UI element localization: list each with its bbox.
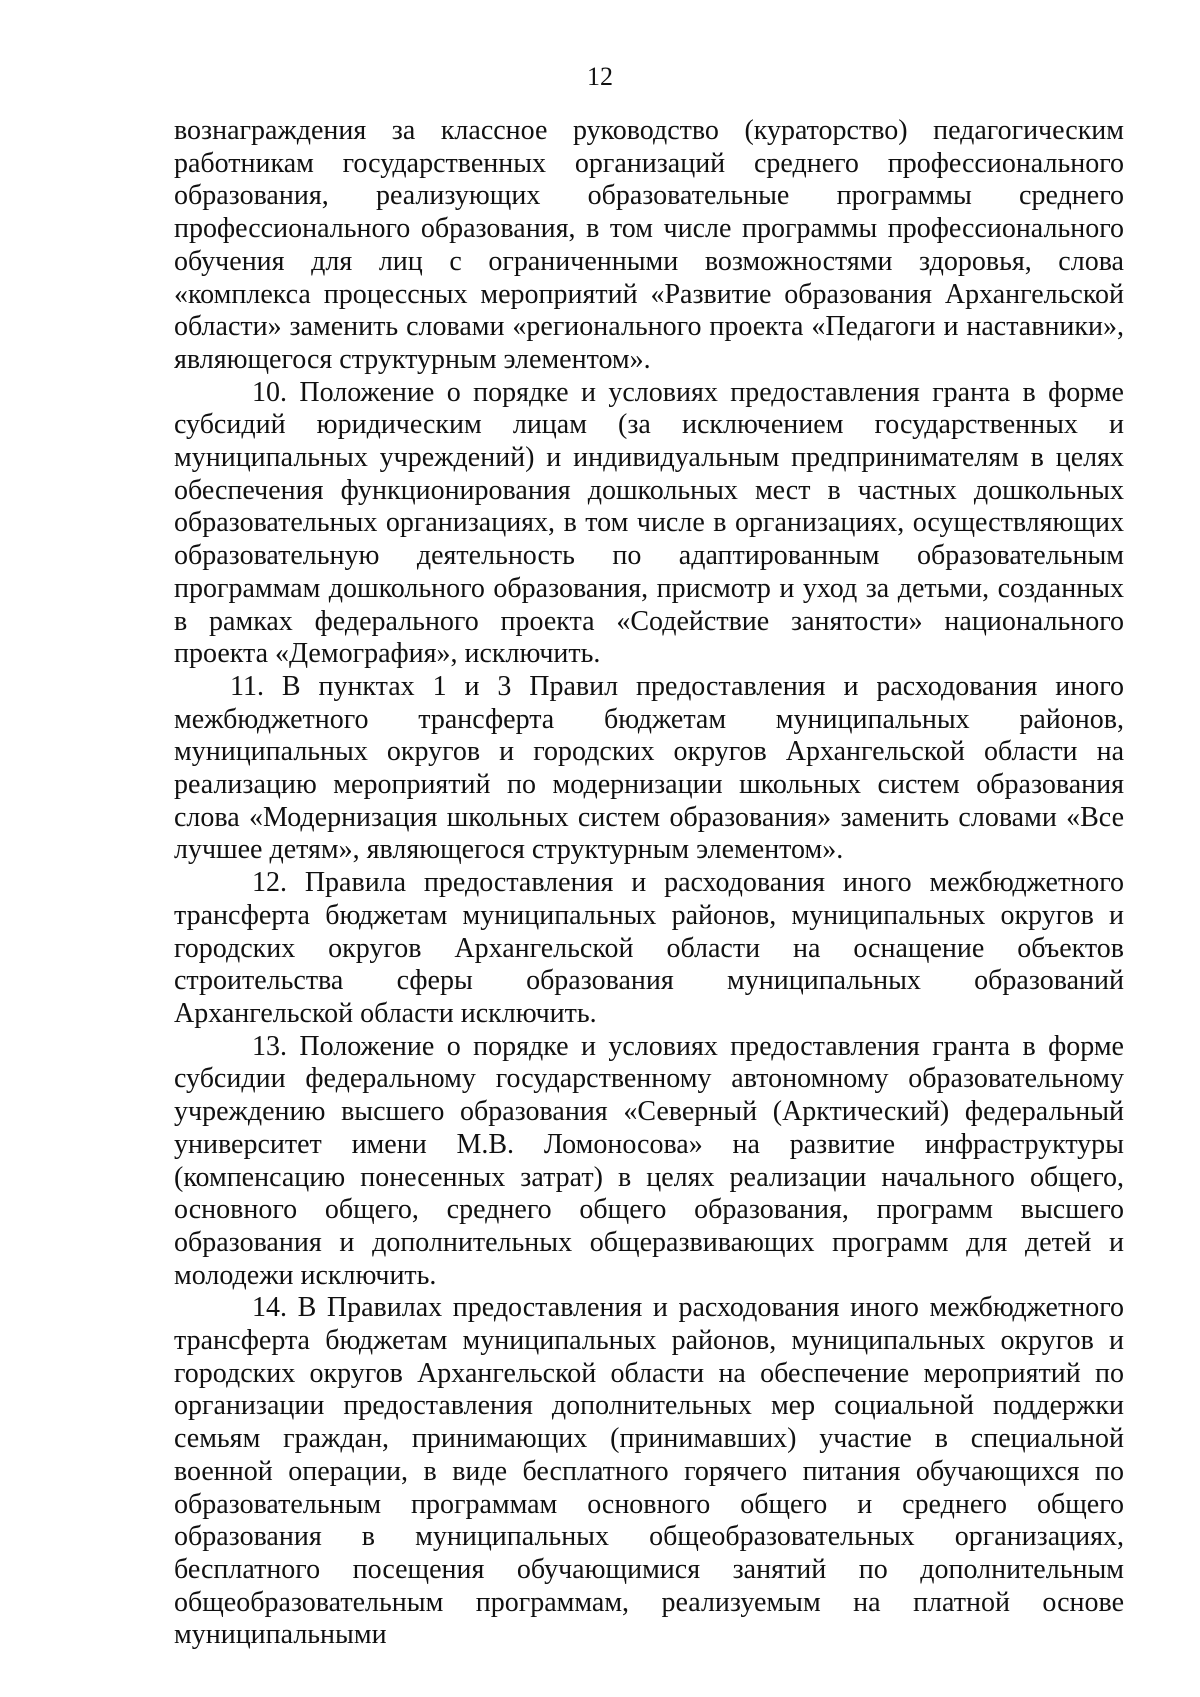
paragraph-item-10: 10. Положение о порядке и условиях предоставления гранта в форме субсидий юридическим лицам (за исключением государственных и муниципальных учреждений) и индивидуальным предпринимателям в целях обеспечения функционирования дошкольных мест в частных дошкольных образовательных организациях, в том числе в организациях, осуществляющих образовательную деятельность по адаптированным образовательным программам дошкольного образования, присмотр и уход за детьми, созданных в рамках федерального проекта «Содействие занятости» национального проекта «Демография», исключить. xyxy=(174,376,1124,670)
page-number: 12 xyxy=(587,62,613,91)
document-body xyxy=(174,115,1124,1652)
paragraph-item-13: 13. Положение о порядке и условиях предоставления гранта в форме субсидии федеральному государственному автономному образовательному учреждению высшего образования «Северный (Арктический) федеральный университет имени М.В. Ломоносова» на развитие инфраструктуры (компенсацию понесенных затрат) в целях реализации начального общего, основного общего, среднего общего образования, программ высшего образования и дополнительных общеразвивающих программ для детей и молодежи исключить. xyxy=(174,1030,1124,1291)
paragraph-item-14: 14. В Правилах предоставления и расходования иного межбюджетного трансферта бюджетам муниципальных районов, муниципальных округов и городских округов Архангельской области на обеспечение мероприятий по организации предоставления дополнительных мер социальной поддержки семьям граждан, принимающих (принимавших) участие в специальной военной операции, в виде бесплатного горячего питания обучающихся по образовательным программам основного общего и среднего общего образования в муниципальных общеобразовательных организациях, бесплатного посещения обучающимися занятий по дополнительным общеобразовательным программам, реализуемым на платной основе муниципальными xyxy=(174,1292,1124,1651)
paragraph-item-12: 12. Правила предоставления и расходования иного межбюджетного трансферта бюджетам муниципальных районов, муниципальных округов и городских округов Архангельской области на оснащение объектов строительства сферы образования муниципальных образований Архангельской области исключить. xyxy=(174,867,1124,1029)
paragraph-continuation: вознаграждения за классное руководство (кураторство) педагогическим работникам государственных организаций среднего профессионального образования, реализующих образовательные программы среднего профессионального образования, в том числе программы профессионального обучения для лиц с ограниченными возможностями здоровья, слова «комплекса процессных мероприятий «Развитие образования Архангельской области» заменить словами «регионального проекта «Педагоги и наставники», являющегося структурным элементом». xyxy=(174,115,1124,375)
paragraph-item-11: 11. В пунктах 1 и 3 Правил предоставления и расходования иного межбюджетного трансферта бюджетам муниципальных районов, муниципальных округов и городских округов Архангельской области на реализацию мероприятий по модернизации школьных систем образования слова «Модернизация школьных систем образования» заменить словами «Все лучшее детям», являющегося структурным элементом». xyxy=(174,670,1124,866)
